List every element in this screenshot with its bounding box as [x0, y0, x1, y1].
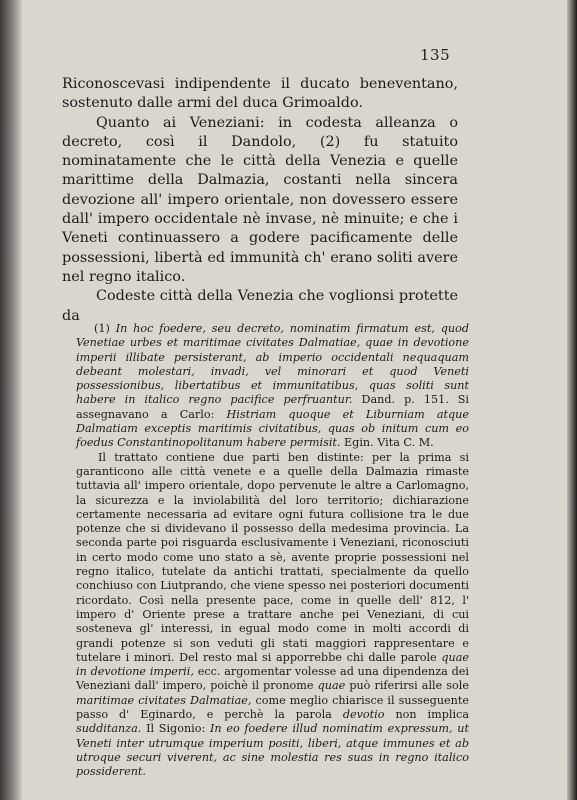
- footnote-quote-2: Histriam quoque et Liburniam atque Dalmatiam exceptis maritimis civitatibus, quas ob initum cum eo foedus Constantinopolitanum habere permisit.: [76, 407, 469, 450]
- footnote-citation-1: Dand. p. 151. Si assegnavano a Carlo:: [76, 393, 470, 421]
- footnote-marker: (1): [94, 322, 110, 335]
- footnote-italic-c: maritimae civitates Dalmatiae,: [76, 693, 252, 707]
- footnote-text-b: ecc. argomentar volesse ad una dipendenza dei Veneziani dall' impero, poichè il pronome: [76, 665, 469, 693]
- footnote-text-a: Il trattato contiene due parti ben distinte: per la prima si garanticono alle città venete e a quelle della Dalmazia rimaste tuttavia all' impero orientale, dopo pervenute le altre a Carlomagno, la sicurezza e la inviolabilità del loro territorio; dichiarazione certamente necessaria ad evitare ogni futura collisione tra le due potenze che si dividevano il possesso della medesima provincia. La seconda parte poi risguarda esclusivamente i Veneziani, riconosciuti in certo modo come uno stato a sè, avente proprie possessioni nel regno italico, tutelate da antichi trattati, specialmente da quello conchiuso con Liutprando, che viene spesso nei posteriori documenti ricordato. Così nella presente pace, come in quelle dell' 812, l' impero d' Oriente prese a trattare anche pei Veneziani, di cui sosteneva gl' interessi, in egual modo come in molti accordi di grandi potenze si son veduti gli stati maggiori rappresentare e tutelare i minori. Del resto mal si apporrebbe chi dalle parole: [76, 450, 469, 664]
- footnote-italic-e: sudditanza.: [76, 722, 142, 736]
- footnote-quote-1: In hoc foedere, seu decreto, nominatim firmatum est, quod Venetiae urbes et maritimae civitates Dalmatiae, quae in devotione imperii illibate persisterant, ab imperio occidentali nequaquam debeant molestari, invadi, vel minorari et quod Veneti possessionibus, libertatibus et immunitatibus, quas soliti sunt habere in italico regno pacifice perfruantur.: [76, 322, 470, 407]
- footnote-text-d: come meglio chiarisce il susseguente passo d' Eginardo, e perchè la parola: [76, 693, 469, 722]
- footnote-paragraph-1: [76, 322, 469, 451]
- paragraph-3: Codeste città della Venezia che voglionsi protette da: [62, 288, 458, 324]
- footnote-text-e: non implica: [395, 708, 469, 722]
- page-number: 135: [420, 46, 451, 64]
- footnote-italic-d: devotio: [342, 708, 385, 722]
- footnote-paragraph-2: [76, 451, 469, 780]
- footnote: [76, 322, 469, 780]
- main-text: [62, 75, 458, 326]
- paragraph-1: Riconoscevasi indipendente il ducato beneventano, sostenuto dalle armi del duca Grimoaldo.: [62, 76, 458, 112]
- footnote-quote-3: In eo foedere illud nominatim expressum, ut Veneti inter utrumque imperium positi, liberi, atque immunes et ab utroque securi viverent, ac sine molestia res suas in regno italico possiderent.: [76, 722, 469, 779]
- footnote-text-f: Il Sigonio:: [146, 722, 206, 736]
- paragraph-2: Quanto ai Veneziani: in codesta alleanza o decreto, così il Dandolo, (2) fu statuito nominatamente che le città della Venezia e quelle marittime della Dalmazia, costanti nella sincera devozione all' impero orientale, non dovessero essere dall' impero occidentale nè invase, nè minuite; e che i Veneti continuassero a godere pacificamente delle possessioni, libertà ed immunità ch' erano soliti avere nel regno italico.: [62, 114, 458, 285]
- page-binding-shadow: [0, 0, 22, 800]
- footnote-citation-2: Egin. Vita C. M.: [344, 436, 434, 450]
- page-edge-shadow: [567, 0, 577, 800]
- footnote-text-c: può riferirsi alle sole: [349, 679, 469, 693]
- footnote-italic-b: quae: [317, 679, 346, 693]
- footnote-italic-a: quae in devotione imperii,: [76, 650, 470, 679]
